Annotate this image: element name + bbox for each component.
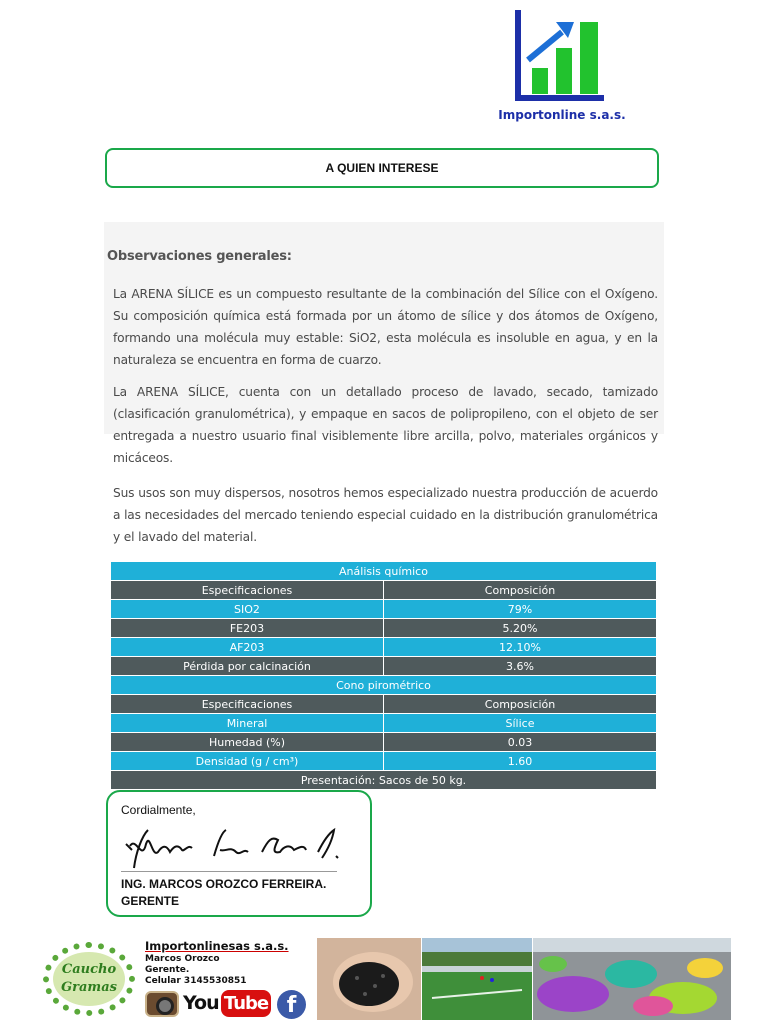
contact-name: Marcos Orozco — [145, 954, 220, 964]
rubber-granules-photo — [317, 938, 421, 1020]
spec-cell: AF203 — [111, 638, 384, 657]
signatory-name: ING. MARCOS OROZCO FERREIRA. — [121, 877, 327, 891]
footer-company-name: Importonlinesas s.a.s. — [145, 939, 289, 953]
page-title: A QUIEN INTERESE — [325, 161, 439, 175]
table-row — [111, 638, 657, 657]
table-column-header — [111, 581, 657, 600]
caucho-gramas-logo — [39, 938, 139, 1020]
logo-brand-name: Importonline s.a.s. — [498, 108, 626, 122]
spec-cell: Mineral — [111, 714, 384, 733]
table-row — [111, 600, 657, 619]
comp-cell: 5.20% — [384, 619, 657, 638]
table-row — [111, 752, 657, 771]
spec-cell: Humedad (%) — [111, 733, 384, 752]
instagram-icon[interactable] — [145, 991, 179, 1017]
column-header-comp: Composición — [384, 695, 657, 714]
column-header-comp: Composición — [384, 581, 657, 600]
table-row — [111, 657, 657, 676]
contact-card — [143, 938, 318, 1020]
company-logo — [498, 4, 626, 126]
section-title-chemical: Análisis químico — [111, 562, 657, 581]
signatory — [121, 876, 326, 910]
signatory-role: GERENTE — [121, 894, 180, 908]
table-row — [111, 733, 657, 752]
spec-cell: FE203 — [111, 619, 384, 638]
comp-cell: 1.60 — [384, 752, 657, 771]
section-title-pyrometric: Cono pirométrico — [111, 676, 657, 695]
comp-cell: 12.10% — [384, 638, 657, 657]
comp-cell: 79% — [384, 600, 657, 619]
table-section-header — [111, 676, 657, 695]
column-header-spec: Especificaciones — [111, 695, 384, 714]
spec-cell: Densidad (g / cm³) — [111, 752, 384, 771]
handwritten-signature — [122, 822, 342, 872]
youtube-you: You — [183, 992, 219, 1014]
presentation-note: Presentación: Sacos de 50 kg. — [111, 771, 657, 790]
signature-line — [121, 871, 337, 872]
closing-greeting: Cordialmente, — [121, 803, 196, 817]
playground-surface-photo — [533, 938, 731, 1020]
comp-cell: 3.6% — [384, 657, 657, 676]
rising-bar-chart-icon — [512, 8, 608, 108]
youtube-tube: Tube — [221, 990, 271, 1017]
logo-text-line2: Gramas — [61, 980, 117, 995]
table-footer-row — [111, 771, 657, 790]
column-header-spec: Especificaciones — [111, 581, 384, 600]
contact-phone: Celular 3145530851 — [145, 976, 247, 986]
contact-role: Gerente. — [145, 965, 190, 975]
paragraph-3: Sus usos son muy dispersos, nosotros hemos especializado nuestra producción de acuerdo a las necesidades del mercado teniendo especial cuidado en la distribución granulométrica y el lavado del material. — [113, 486, 658, 544]
youtube-icon[interactable] — [183, 990, 273, 1018]
footer-banner — [39, 938, 731, 1020]
paragraph-2: La ARENA SÍLICE, cuenta con un detallado proceso de lavado, secado, tamizado (clasificación granulométrica), y empaque en sacos de polipropileno, con el objeto de ser entregada a nuestro usuario final visiblemente libre arcilla, polvo, materiales orgánicos y micáceos. — [113, 385, 658, 465]
table-column-header — [111, 695, 657, 714]
specifications-table — [110, 561, 657, 790]
facebook-icon[interactable]: f — [277, 990, 306, 1019]
spec-cell: Pérdida por calcinación — [111, 657, 384, 676]
synthetic-field-photo — [422, 938, 532, 1020]
table-row — [111, 714, 657, 733]
comp-cell: 0.03 — [384, 733, 657, 752]
paragraph-1: La ARENA SÍLICE es un compuesto resultante de la combinación del Sílice con el Oxígeno. Su composición química está formada por un átomo de sílice y dos átomos de Oxígeno, formando una molécula muy estable: SiO2, esta molécula es insoluble en agua, y en la naturaleza se encuentra en forma de cuarzo. — [113, 287, 658, 367]
title-box — [105, 148, 659, 188]
comp-cell: Sílice — [384, 714, 657, 733]
table-row — [111, 619, 657, 638]
spec-cell: SIO2 — [111, 600, 384, 619]
logo-text-line1: Caucho — [61, 962, 117, 977]
observations-heading: Observaciones generales: — [107, 249, 292, 264]
table-section-header — [111, 562, 657, 581]
